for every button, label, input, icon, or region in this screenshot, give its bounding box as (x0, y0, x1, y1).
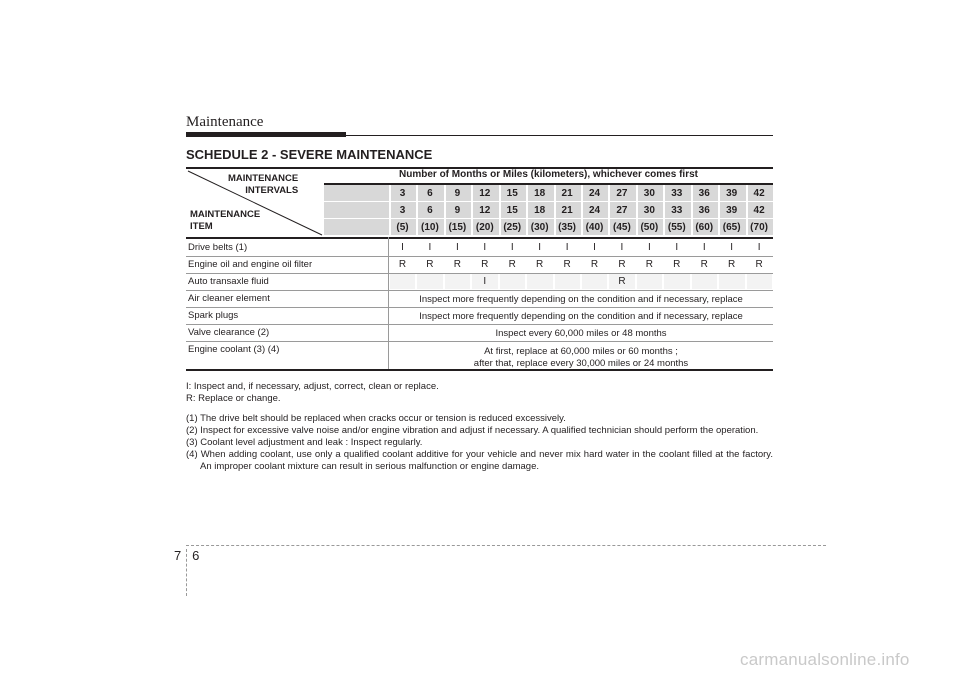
column-divider (663, 202, 665, 218)
column-divider (444, 219, 446, 235)
months-value: 33 (671, 188, 683, 199)
column-divider (389, 219, 391, 235)
column-divider (608, 219, 610, 235)
legend-i: I: Inspect and, if necessary, adjust, correct, clean or replace. (186, 381, 439, 392)
table-bottom-rule (186, 369, 773, 371)
km-value: (60) (695, 222, 714, 233)
interval-mark: R (563, 259, 571, 270)
km-value: (25) (503, 222, 522, 233)
table-row-item: Air cleaner element (188, 293, 270, 304)
column-divider (691, 185, 693, 201)
km-value: (30) (530, 222, 549, 233)
column-divider (746, 202, 748, 218)
interval-cell (692, 274, 717, 289)
km-value: (50) (640, 222, 659, 233)
corner-intervals-label: MAINTENANCE INTERVALS (228, 173, 299, 196)
column-divider (608, 202, 610, 218)
row-rule (186, 324, 773, 325)
interval-mark: R (673, 259, 681, 270)
chapter-number: 7 (174, 548, 182, 563)
km-value: (45) (613, 222, 631, 233)
table-row-item: Auto transaxle fluid (188, 276, 269, 287)
column-divider (581, 202, 583, 218)
header-bottom-rule (186, 237, 773, 239)
interval-mark: I (428, 242, 432, 253)
interval-mark: R (426, 259, 434, 270)
interval-header: Number of Months or Miles (kilometers), whichever comes first (399, 169, 698, 180)
column-divider (554, 202, 556, 218)
miles-value: 21 (561, 205, 573, 216)
column-divider (499, 185, 501, 201)
km-value: (15) (448, 222, 467, 233)
interval-mark: R (536, 259, 544, 270)
km-value: (10) (421, 222, 439, 233)
interval-mark: R (728, 259, 736, 270)
interval-cell (417, 274, 442, 289)
miles-value: 42 (753, 205, 765, 216)
months-value: 15 (506, 188, 518, 199)
column-divider (389, 202, 391, 218)
interval-cell (445, 274, 470, 289)
interval-mark: R (590, 259, 599, 270)
row-rule (186, 290, 773, 291)
interval-cell (664, 274, 689, 289)
months-value: 36 (698, 188, 710, 199)
column-divider (718, 202, 720, 218)
interval-mark: I (455, 242, 459, 253)
column-divider (499, 219, 501, 235)
column-divider (746, 219, 748, 235)
column-divider (636, 185, 638, 201)
interval-mark: R (453, 259, 461, 270)
interval-cell (500, 274, 525, 289)
km-value: (35) (558, 222, 576, 233)
column-divider (581, 219, 583, 235)
note-4: (4) When adding coolant, use only a qualified coolant additive for your vehicle and never mix hard water in the coolant filled at the factory. An improper coolant mixture can result in serious malfunction or engine damage. (186, 449, 773, 472)
item-column-divider (388, 237, 389, 369)
column-divider (526, 219, 528, 235)
legend-r: R: Replace or change. (186, 393, 281, 404)
table-row-item: Engine oil and engine oil filter (188, 259, 313, 270)
interval-cell (747, 274, 772, 289)
interval-mark: R (481, 259, 489, 270)
miles-value: 27 (616, 205, 628, 216)
column-divider (389, 185, 391, 201)
watermark: carmanualsonline.info (740, 650, 910, 669)
km-value: (5) (396, 222, 409, 233)
column-divider (554, 185, 556, 201)
interval-mark: R (398, 259, 407, 270)
notes (186, 381, 773, 473)
months-value: 21 (561, 188, 573, 199)
miles-value: 3 (399, 205, 406, 216)
interval-mark: R (618, 276, 626, 287)
column-divider (718, 185, 720, 201)
table-row-item: Spark plugs (188, 310, 239, 321)
interval-mark: I (538, 242, 542, 253)
interval-mark: I (647, 242, 651, 253)
column-divider (691, 219, 693, 235)
maintenance-table (186, 167, 773, 371)
column-divider (581, 185, 583, 201)
row-rule (186, 307, 773, 308)
column-divider (471, 185, 473, 201)
interval-mark: R (755, 259, 763, 270)
schedule-title: SCHEDULE 2 - SEVERE MAINTENANCE (186, 147, 433, 162)
column-divider (636, 219, 638, 235)
miles-value: 30 (643, 205, 655, 216)
interval-mark: I (510, 242, 514, 253)
table-row-item: Drive belts (1) (188, 242, 248, 253)
interval-mark: I (620, 242, 624, 253)
months-value: 9 (454, 188, 461, 199)
interval-mark: R (700, 259, 708, 270)
column-divider (444, 202, 446, 218)
interval-mark: R (508, 259, 516, 270)
footer-rule (186, 545, 826, 546)
column-divider (444, 185, 446, 201)
column-divider (608, 185, 610, 201)
table-row-item: Engine coolant (3) (4) (188, 344, 280, 355)
interval-cell (582, 274, 607, 289)
column-divider (691, 202, 693, 218)
months-value: 39 (726, 188, 738, 199)
interval-cell (719, 274, 744, 289)
months-value: 12 (479, 188, 491, 199)
miles-value: 33 (671, 205, 683, 216)
page-number (174, 548, 199, 563)
months-value: 3 (399, 188, 406, 199)
interval-mark: I (565, 242, 569, 253)
interval-mark: I (675, 242, 679, 253)
table-row-item: Valve clearance (2) (188, 327, 270, 338)
note-3: (3) Coolant level adjustment and leak : Inspect regularly. (186, 437, 423, 448)
months-value: 18 (534, 188, 546, 199)
miles-value: 15 (506, 205, 518, 216)
months-value: 6 (427, 188, 433, 199)
interval-mark: I (702, 242, 706, 253)
column-divider (471, 219, 473, 235)
interval-mark: R (618, 259, 626, 270)
interval-mark: I (593, 242, 596, 253)
column-divider (499, 202, 501, 218)
interval-span-text: after that, replace every 30,000 miles or 24 months (473, 358, 689, 369)
interval-cell (555, 274, 580, 289)
interval-mark: I (730, 242, 734, 253)
column-divider (746, 185, 748, 201)
row-rule (186, 341, 773, 342)
column-divider (416, 185, 418, 201)
column-divider (663, 185, 665, 201)
interval-cell (527, 274, 552, 289)
column-divider (471, 202, 473, 218)
header-rule (186, 135, 773, 136)
interval-mark: I (401, 242, 404, 253)
column-divider (526, 185, 528, 201)
column-divider (416, 202, 418, 218)
months-value: 27 (616, 188, 628, 199)
miles-value: 6 (427, 205, 433, 216)
section-header: Maintenance (186, 114, 264, 130)
column-divider (636, 202, 638, 218)
column-divider (718, 219, 720, 235)
interval-span-text: Inspect more frequently depending on the condition and if necessary, replace (419, 294, 743, 305)
note-1: (1) The drive belt should be replaced when cracks occur or tension is reduced excessively. (186, 413, 566, 424)
note-2: (2) Inspect for excessive valve noise and/or engine vibration and adjust if necessary. A qualified technician should perform the operation. (186, 425, 759, 436)
months-value: 42 (753, 188, 765, 199)
header-row-rule (324, 235, 773, 236)
interval-mark: I (757, 242, 761, 253)
interval-span-text: At first, replace at 60,000 miles or 60 months ; (484, 346, 678, 357)
interval-span-text: Inspect every 60,000 miles or 48 months (495, 328, 667, 339)
column-divider (663, 219, 665, 235)
interval-cell (637, 274, 662, 289)
km-value: (55) (667, 222, 686, 233)
interval-mark: R (645, 259, 653, 270)
months-value: 30 (643, 188, 655, 199)
months-value: 24 (588, 188, 601, 199)
miles-value: 9 (454, 205, 461, 216)
km-value: (65) (722, 222, 741, 233)
interval-mark: I (483, 242, 487, 253)
corner-item-label: MAINTENANCE ITEM (190, 209, 261, 232)
miles-value: 39 (726, 205, 738, 216)
interval-cell (390, 274, 415, 289)
miles-value: 24 (588, 205, 601, 216)
interval-mark: I (483, 276, 487, 287)
column-divider (554, 219, 556, 235)
interval-span-text: Inspect more frequently depending on the condition and if necessary, replace (419, 311, 743, 322)
miles-value: 36 (698, 205, 710, 216)
miles-value: 18 (534, 205, 546, 216)
page-number-value: 6 (192, 548, 200, 563)
km-value: (20) (475, 222, 494, 233)
column-divider (416, 219, 418, 235)
km-value: (40) (585, 222, 604, 233)
km-value: (70) (750, 222, 768, 233)
miles-value: 12 (479, 205, 491, 216)
column-divider (526, 202, 528, 218)
